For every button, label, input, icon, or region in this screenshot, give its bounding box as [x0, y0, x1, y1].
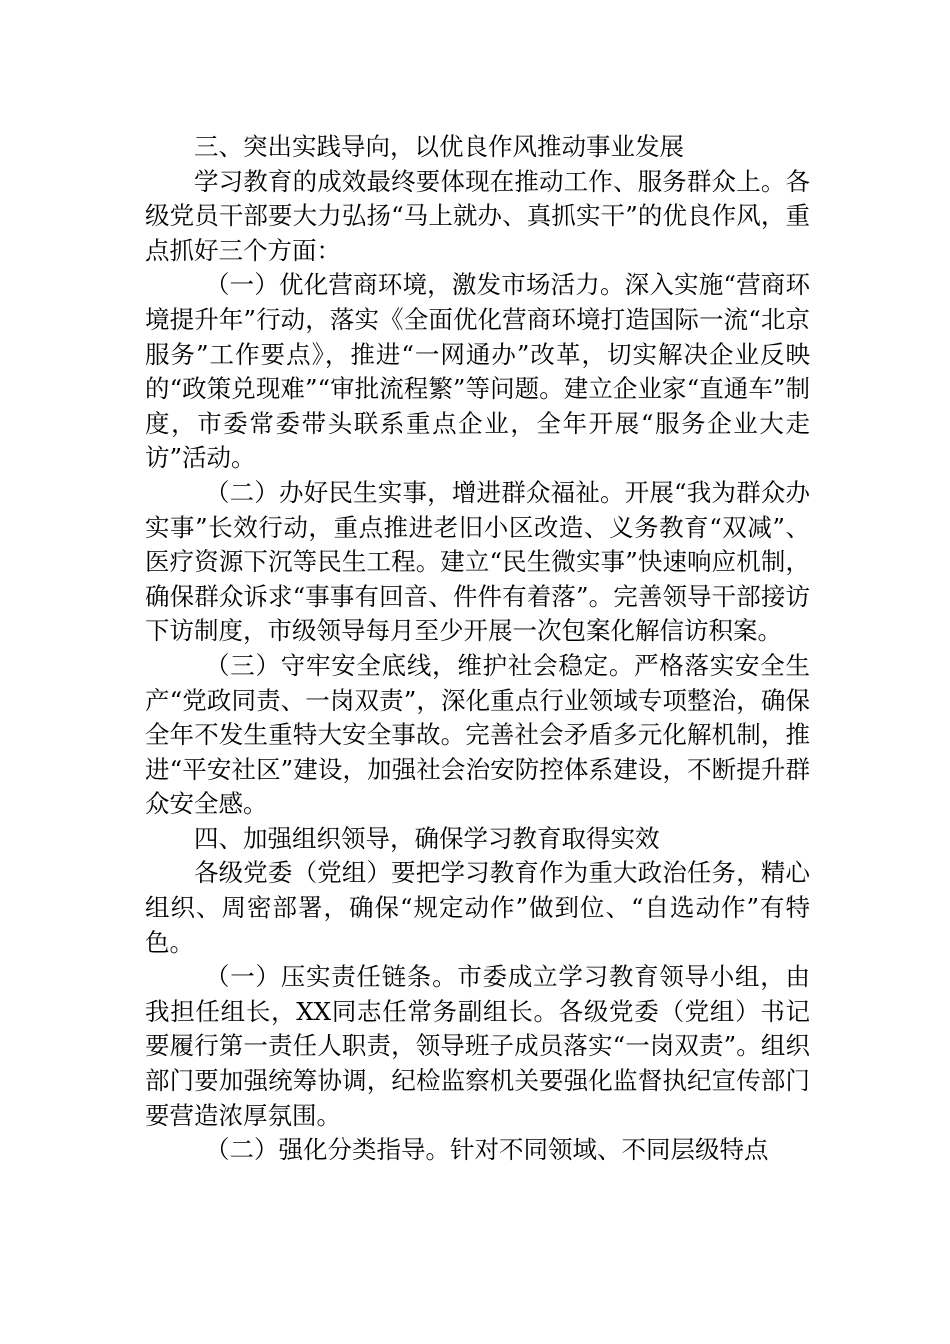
section-heading: 四、加强组织领导，确保学习教育取得实效: [194, 823, 660, 853]
sub-paragraph: （三）守牢安全底线，维护社会稳定。严格落实安全生产“党政同责、一岗双责”，深化重点行业领域专项整治，确保全年不发生重特大安全事故。完善社会矛盾多元化解机制，推进“平安社区”建设，加强社会治安防控体系建设，不断提升群众安全感。: [145, 650, 810, 819]
sub-paragraph: （一）优化营商环境，激发市场活力。深入实施“营商环境提升年”行动，落实《全面优化营商环境打造国际一流“北京服务”工作要点》，推进“一网通办”改革，切实解决企业反映的“政策兑现难”“审批流程繁”等问题。建立企业家“直通车”制度，市委常委带头联系重点企业，全年开展“服务企业大走访”活动。: [145, 270, 810, 473]
document-body: [145, 130, 810, 1168]
paragraph: 各级党委（党组）要把学习教育作为重大政治任务，精心组织、周密部署，确保“规定动作”做到位、“自选动作”有特色。: [145, 858, 810, 957]
section-heading: 三、突出实践导向，以优良作风推动事业发展: [194, 132, 684, 161]
sub-paragraph: （二）强化分类指导。针对不同领域、不同层级特点: [205, 1135, 769, 1165]
paragraph: 学习教育的成效最终要体现在推动工作、服务群众上。各级党员干部要大力弘扬“马上就办、真抓实干”的优良作风，重点抓好三个方面：: [145, 166, 810, 265]
sub-paragraph: （二）办好民生实事，增进群众福祉。开展“我为群众办实事”长效行动，重点推进老旧小区改造、义务教育“双减”、医疗资源下沉等民生工程。建立“民生微实事”快速响应机制，确保群众诉求“事事有回音、件件有着落”。完善领导干部接访下访制度，市级领导每月至少开展一次包案化解信访积案。: [145, 477, 810, 646]
sub-paragraph: （一）压实责任链条。市委成立学习教育领导小组，由我担任组长，XX同志任常务副组长。各级党委（党组）书记要履行第一责任人职责，领导班子成员落实“一岗双责”。组织部门要加强统筹协调，纪检监察机关要强化监督执纪宣传部门要营造浓厚氛围。: [145, 962, 810, 1130]
